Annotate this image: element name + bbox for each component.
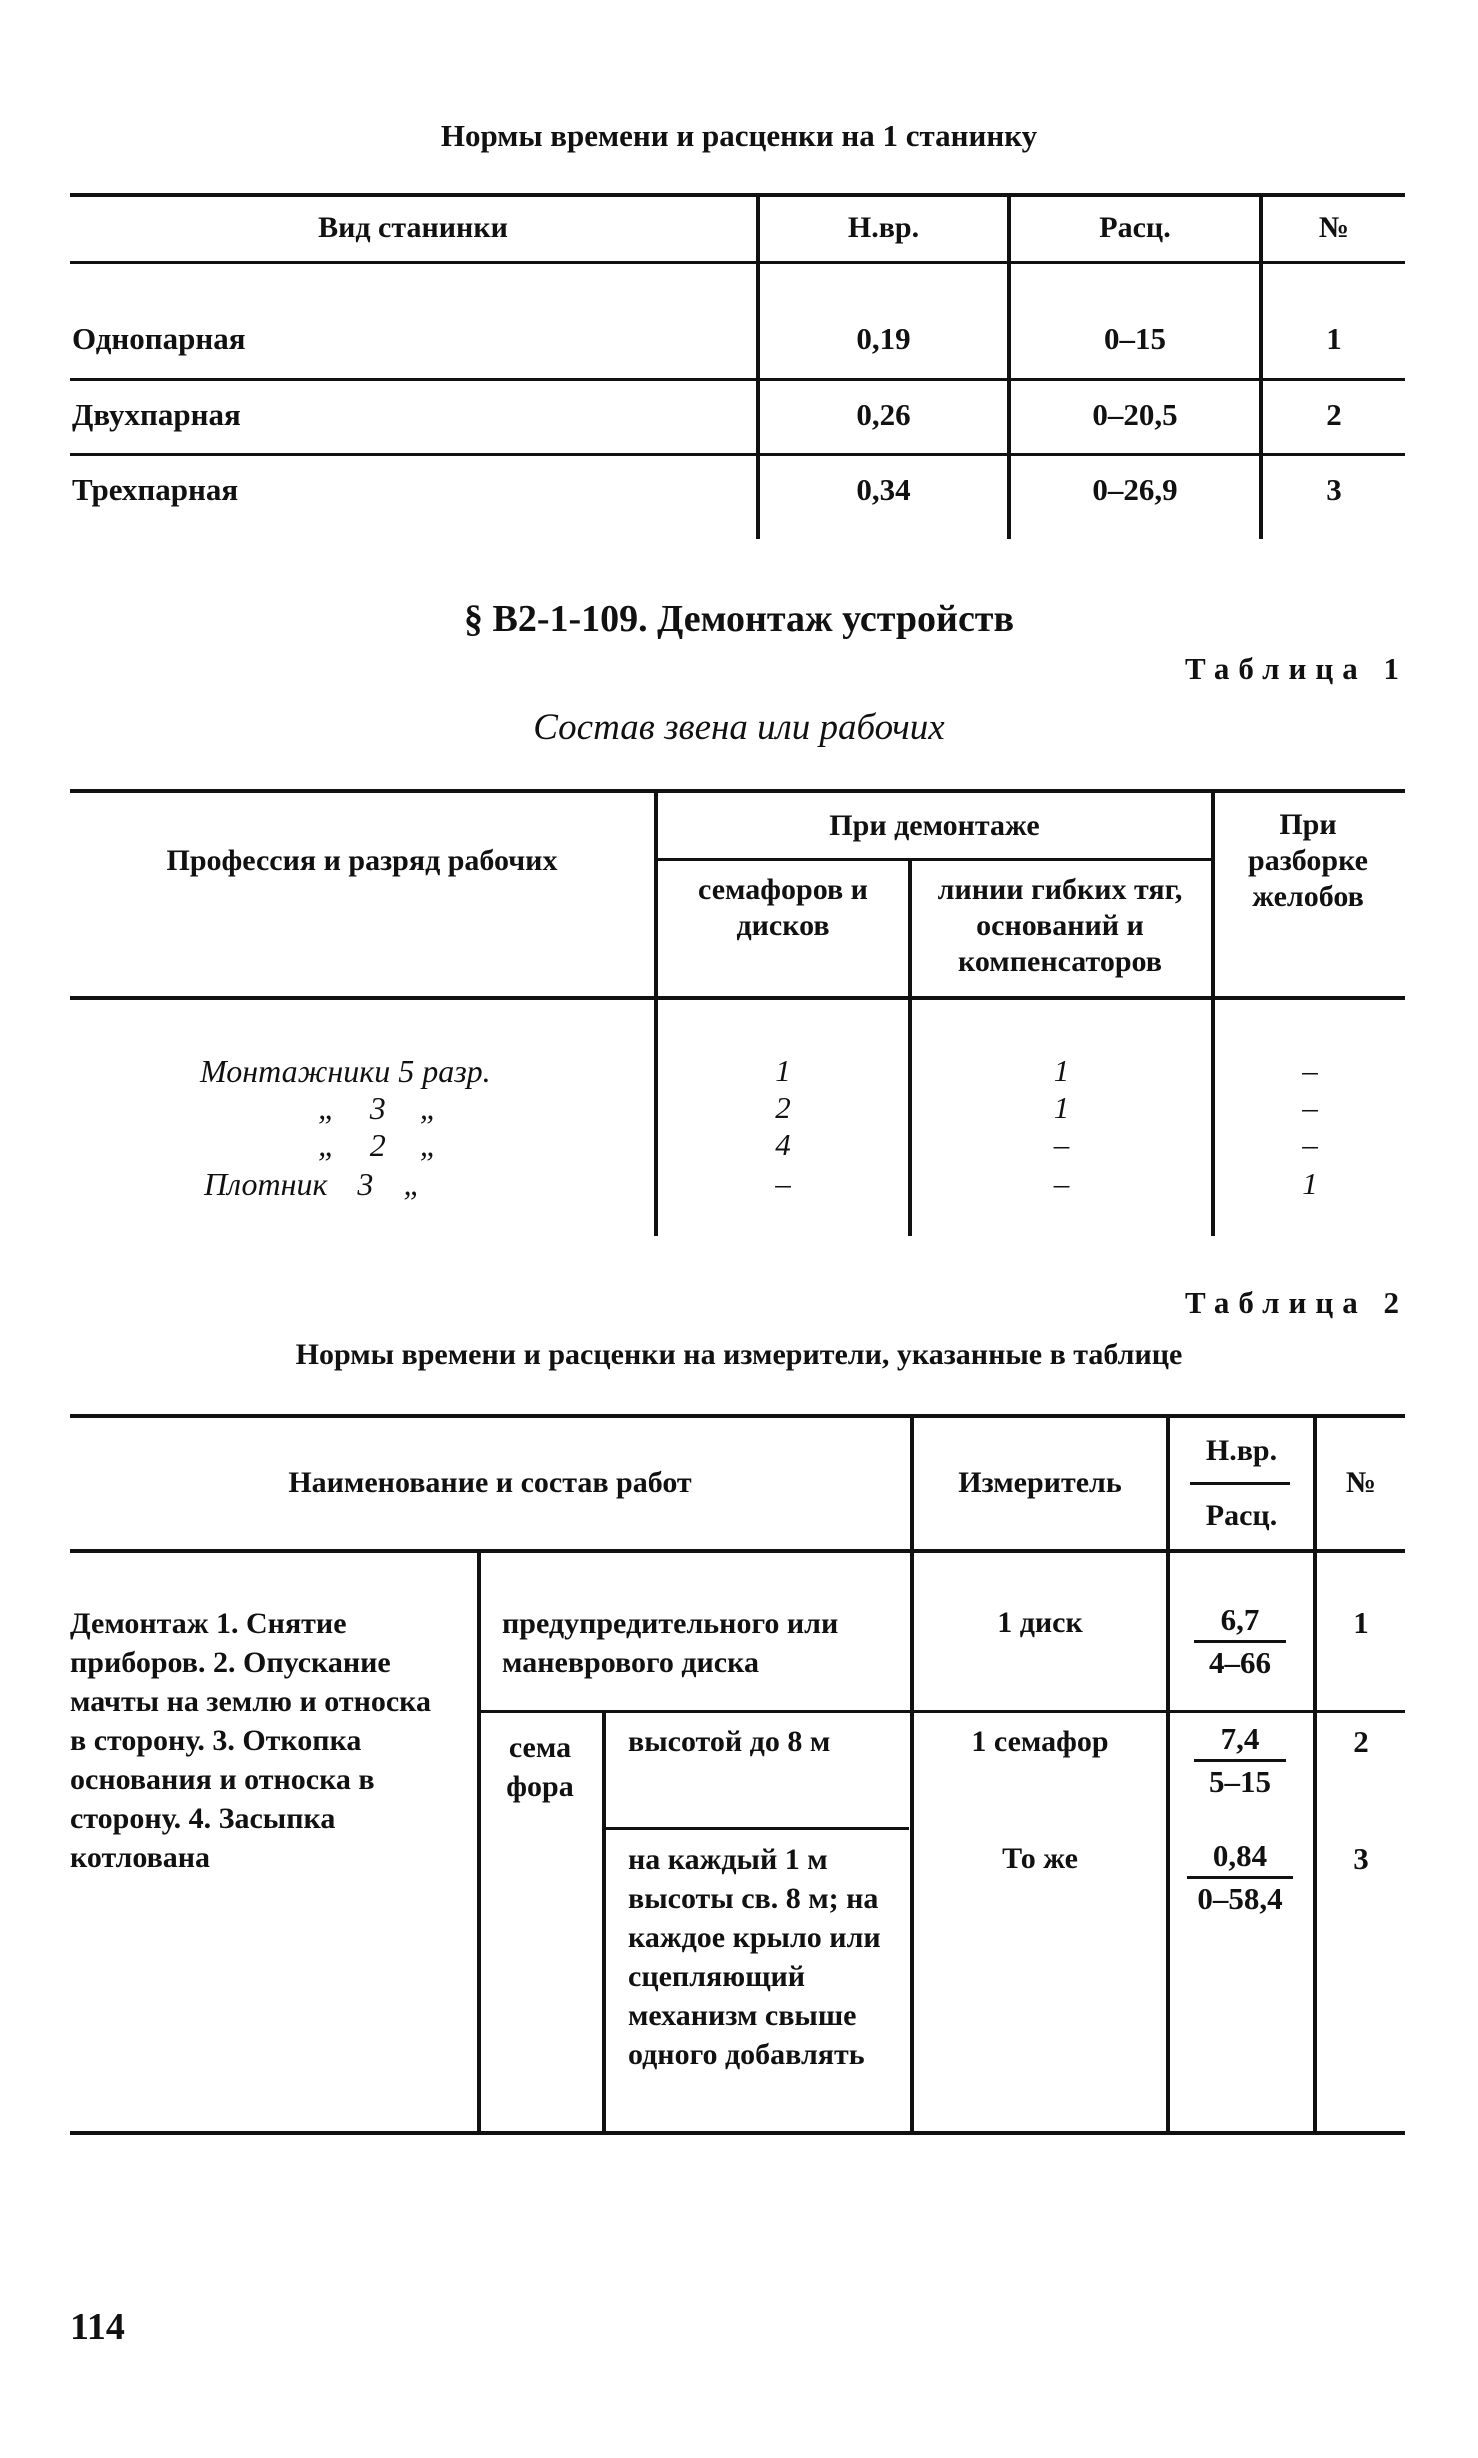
table-cell: 1 — [1053, 1090, 1070, 1125]
header-profession: Профессия и разряд рабочих — [166, 844, 558, 877]
row-unit: 1 диск — [997, 1606, 1083, 1639]
row-fraction — [1180, 1836, 1300, 1919]
row-item: на каждый 1 м высоты св. 8 м; на каждое крыло или сцепляющий механизм свыше одного добавлять — [628, 1843, 881, 2071]
section-heading: § В2-1-109. Демонтаж устройств — [464, 598, 1014, 640]
table-cell: 0–20,5 — [1092, 397, 1178, 432]
table-cell: 4 — [775, 1127, 791, 1162]
header-stand-type: Вид станинки — [318, 211, 508, 244]
table-cell: 1 — [775, 1053, 791, 1088]
row-nvr: 7,4 — [1220, 1721, 1260, 1756]
header-num: № — [1318, 211, 1350, 244]
page-number: 114 — [70, 2306, 125, 2348]
table-cell: 2 — [775, 1090, 791, 1125]
row-num: 1 — [1353, 1605, 1369, 1640]
header-rasc: Расц. — [1205, 1499, 1278, 1532]
table-cell: – — [775, 1166, 791, 1201]
table-cell: – — [1302, 1090, 1318, 1125]
table-cell: 1 — [1302, 1166, 1318, 1201]
header-unit: Измеритель — [958, 1466, 1122, 1499]
row-unit: То же — [1002, 1842, 1078, 1875]
table-row-label: Трехпарная — [72, 472, 239, 507]
table-cell: 3 — [1326, 472, 1342, 507]
row-nvr: 6,7 — [1220, 1602, 1260, 1637]
row-unit: 1 семафор — [971, 1725, 1109, 1758]
table-cell: 1 — [1053, 1053, 1070, 1088]
row-item: высотой до 8 м — [628, 1725, 831, 1758]
table-cell: – — [1302, 1053, 1318, 1088]
header-gutters: При разборке желобов — [1248, 808, 1368, 913]
table-cell: – — [1053, 1127, 1070, 1162]
table-label: Таблица 2 — [1185, 1285, 1408, 1320]
crew-row-label: „ 3 „ — [318, 1090, 438, 1126]
header-nvr: Н.вр. — [847, 211, 920, 244]
header-dismantling: При демонтаже — [829, 809, 1040, 842]
crew-row-label: Плотник 3 „ — [204, 1166, 422, 1202]
table-cell: – — [1302, 1127, 1318, 1162]
row-nvr: 0,84 — [1212, 1838, 1268, 1873]
table-cell: 2 — [1326, 397, 1342, 432]
table-row-label: Однопарная — [72, 321, 246, 356]
header-semaphores: семафоров и дисков — [698, 873, 868, 942]
table-title: Нормы времени и расценки на измерители, указанные в таблице — [295, 1338, 1183, 1371]
row-rasc: 4–66 — [1209, 1645, 1271, 1680]
row-rasc: 0–58,4 — [1197, 1881, 1283, 1916]
row-num: 3 — [1353, 1841, 1369, 1876]
table-cell: 0,26 — [856, 397, 911, 432]
table-cell: 0,19 — [856, 321, 911, 356]
table-cell: 0–26,9 — [1092, 472, 1178, 507]
table-cell: 0–15 — [1104, 321, 1166, 356]
table-cell: – — [1053, 1166, 1070, 1201]
header-num: № — [1345, 1466, 1377, 1499]
crew-row-label: Монтажники 5 разр. — [200, 1053, 491, 1089]
row-num: 2 — [1353, 1724, 1369, 1759]
table-cell: 0,34 — [856, 472, 911, 507]
header-lines: линии гибких тяг, оснований и компенсаторов — [937, 873, 1183, 978]
table-label: Таблица 1 — [1185, 651, 1408, 686]
work-description: Демонтаж 1. Снятие приборов. 2. Опускание мачты на землю и относка в сторону. 3. Откопка основания и относка в сторону. 4. Засыпка котлована — [70, 1607, 432, 1874]
header-nvr: Н.вр. — [1205, 1434, 1278, 1467]
crew-row-label: „ 2 „ — [318, 1127, 438, 1163]
row-fraction — [1188, 1719, 1292, 1802]
table-cell: 1 — [1326, 321, 1342, 356]
row-item: предупредительного или маневрового диска — [502, 1607, 839, 1679]
header-rasc: Расц. — [1099, 211, 1171, 244]
table-subtitle: Состав звена или рабочих — [533, 707, 945, 748]
table-row-label: Двухпарная — [72, 397, 241, 432]
semaphore-label: семафора — [506, 1731, 574, 1803]
row-rasc: 5–15 — [1209, 1764, 1271, 1799]
section0-title: Нормы времени и расценки на 1 станинку — [440, 118, 1038, 153]
header-name: Наименование и состав работ — [288, 1466, 692, 1499]
row-fraction — [1188, 1600, 1292, 1683]
